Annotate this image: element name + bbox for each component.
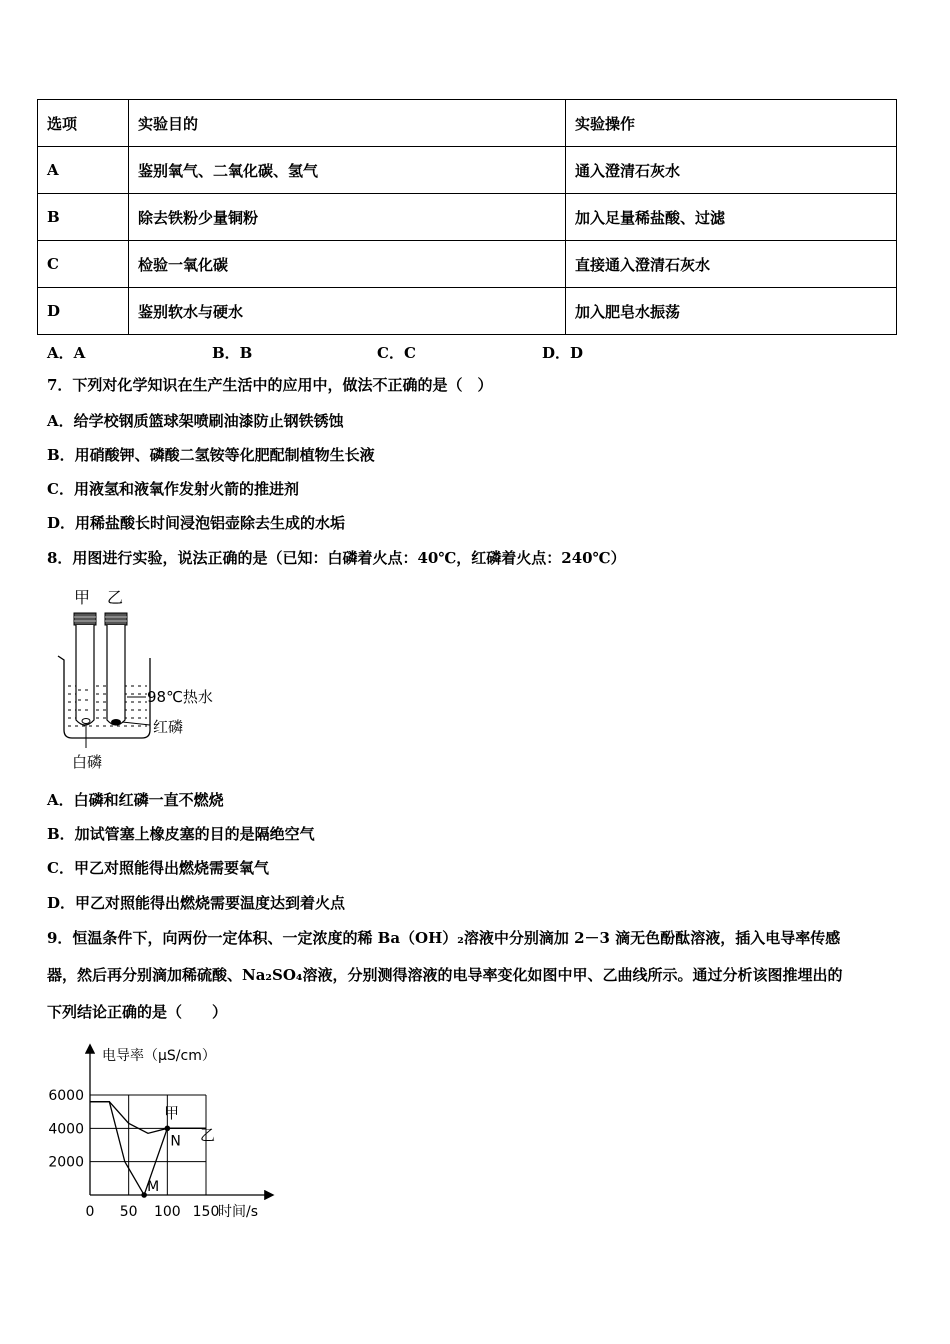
table-cell: 直接通入澄清石灰水 [566,241,897,288]
table-row [38,147,897,194]
q9-stem-line-1: 9．恒温条件下，向两份一定体积、一定浓度的稀 Ba（OH）₂溶液中分别滴加 2－3 滴无色酚酞溶液，插入电导率传感 [47,929,841,947]
q8-option-d[interactable]: D．甲乙对照能得出燃烧需要温度达到着火点 [47,894,346,912]
q7-option-c[interactable]: C．用液氢和液氧作发射火箭的推进剂 [47,480,299,498]
x-tick-label: 0 [85,1204,95,1220]
table-cell: 检验一氧化碳 [129,241,566,288]
white-phosphorus [82,719,90,724]
red-phosphorus [111,719,121,725]
q7-option-d[interactable]: D．用稀盐酸长时间浸泡铝壶除去生成的水垢 [47,514,346,532]
label-yi: 乙 [107,588,124,607]
table-row [38,288,897,335]
point-label-n: N [170,1133,181,1150]
table-row [38,194,897,241]
table-header-cell: 实验目的 [129,100,566,147]
y-tick-label: 2000 [48,1154,84,1171]
y-tick-label: 4000 [48,1121,84,1138]
q8-apparatus-figure [50,580,240,775]
q8-option-a[interactable]: A．白磷和红磷一直不燃烧 [47,791,224,809]
chart-ticks [48,1088,219,1220]
table-cell: 加入足量稀盐酸、过滤 [566,194,897,241]
conductivity-chart [40,1040,290,1225]
series-label-yi: 乙 [200,1126,216,1144]
table-cell: A [38,147,129,194]
table-cell: 通入澄清石灰水 [566,147,897,194]
table-header-cell: 选项 [38,100,129,147]
q7-option-a[interactable]: A．给学校钢质篮球架喷刷油漆防止钢铁锈蚀 [47,412,344,430]
x-tick-label: 100 [153,1204,181,1220]
y-axis-label: 电导率（μS/cm） [102,1048,216,1064]
q6-option-a[interactable]: A．A [47,344,86,362]
rubber-stopper-yi [105,613,127,625]
q8-option-b[interactable]: B．加试管塞上橡皮塞的目的是隔绝空气 [47,825,315,843]
q6-options [47,342,647,362]
q7-stem: 7．下列对化学知识在生产生活中的应用中，做法不正确的是（ ） [47,376,493,394]
label-white-phosphorus: 白磷 [72,753,103,771]
table-header-cell: 实验操作 [566,100,897,147]
point-label-m: M [147,1179,160,1195]
point-marker-m [141,1192,147,1198]
q6-option-d[interactable]: D．D [542,344,584,362]
table-cell: B [38,194,129,241]
table-cell: 鉴别软水与硬水 [129,288,566,335]
x-tick-label: 150 [192,1204,220,1220]
table-cell: 除去铁粉少量铜粉 [129,194,566,241]
series-label-jia: 甲 [164,1104,180,1122]
x-tick-label: 50 [119,1204,138,1220]
q9-stem-line-3: 下列结论正确的是（ ） [47,1003,228,1021]
q8-option-c[interactable]: C．甲乙对照能得出燃烧需要氧气 [47,859,269,877]
q9-stem-line-2: 器，然后再分别滴加稀硫酸、Na₂SO₄溶液，分别测得溶液的电导率变化如图中甲、乙曲线所示。通过分析该图推埋出的 [47,966,843,984]
label-hot-water: 98℃热水 [147,688,213,706]
table-cell: 鉴别氧气、二氧化碳、氢气 [129,147,566,194]
table-cell: 加入肥皂水振荡 [566,288,897,335]
x-axis-label: 时间/s [218,1204,259,1220]
table-header-row [38,100,897,147]
table-cell: D [38,288,129,335]
label-jia: 甲 [74,588,91,607]
y-tick-label: 6000 [48,1088,84,1104]
point-marker-n [165,1126,171,1132]
label-red-phosphorus: 红磷 [153,718,184,736]
q6-option-c[interactable]: C．C [377,344,416,362]
table-cell: C [38,241,129,288]
test-tube-yi [107,625,125,725]
q8-stem: 8．用图进行实验，说法正确的是（已知：白磷着火点：40℃，红磷着火点：240℃） [47,549,626,567]
experiment-table [37,99,897,335]
rubber-stopper-jia [74,613,96,625]
q7-option-b[interactable]: B．用硝酸钾、磷酸二氢铵等化肥配制植物生长液 [47,446,375,464]
table-row [38,241,897,288]
q6-option-b[interactable]: B．B [212,344,253,362]
